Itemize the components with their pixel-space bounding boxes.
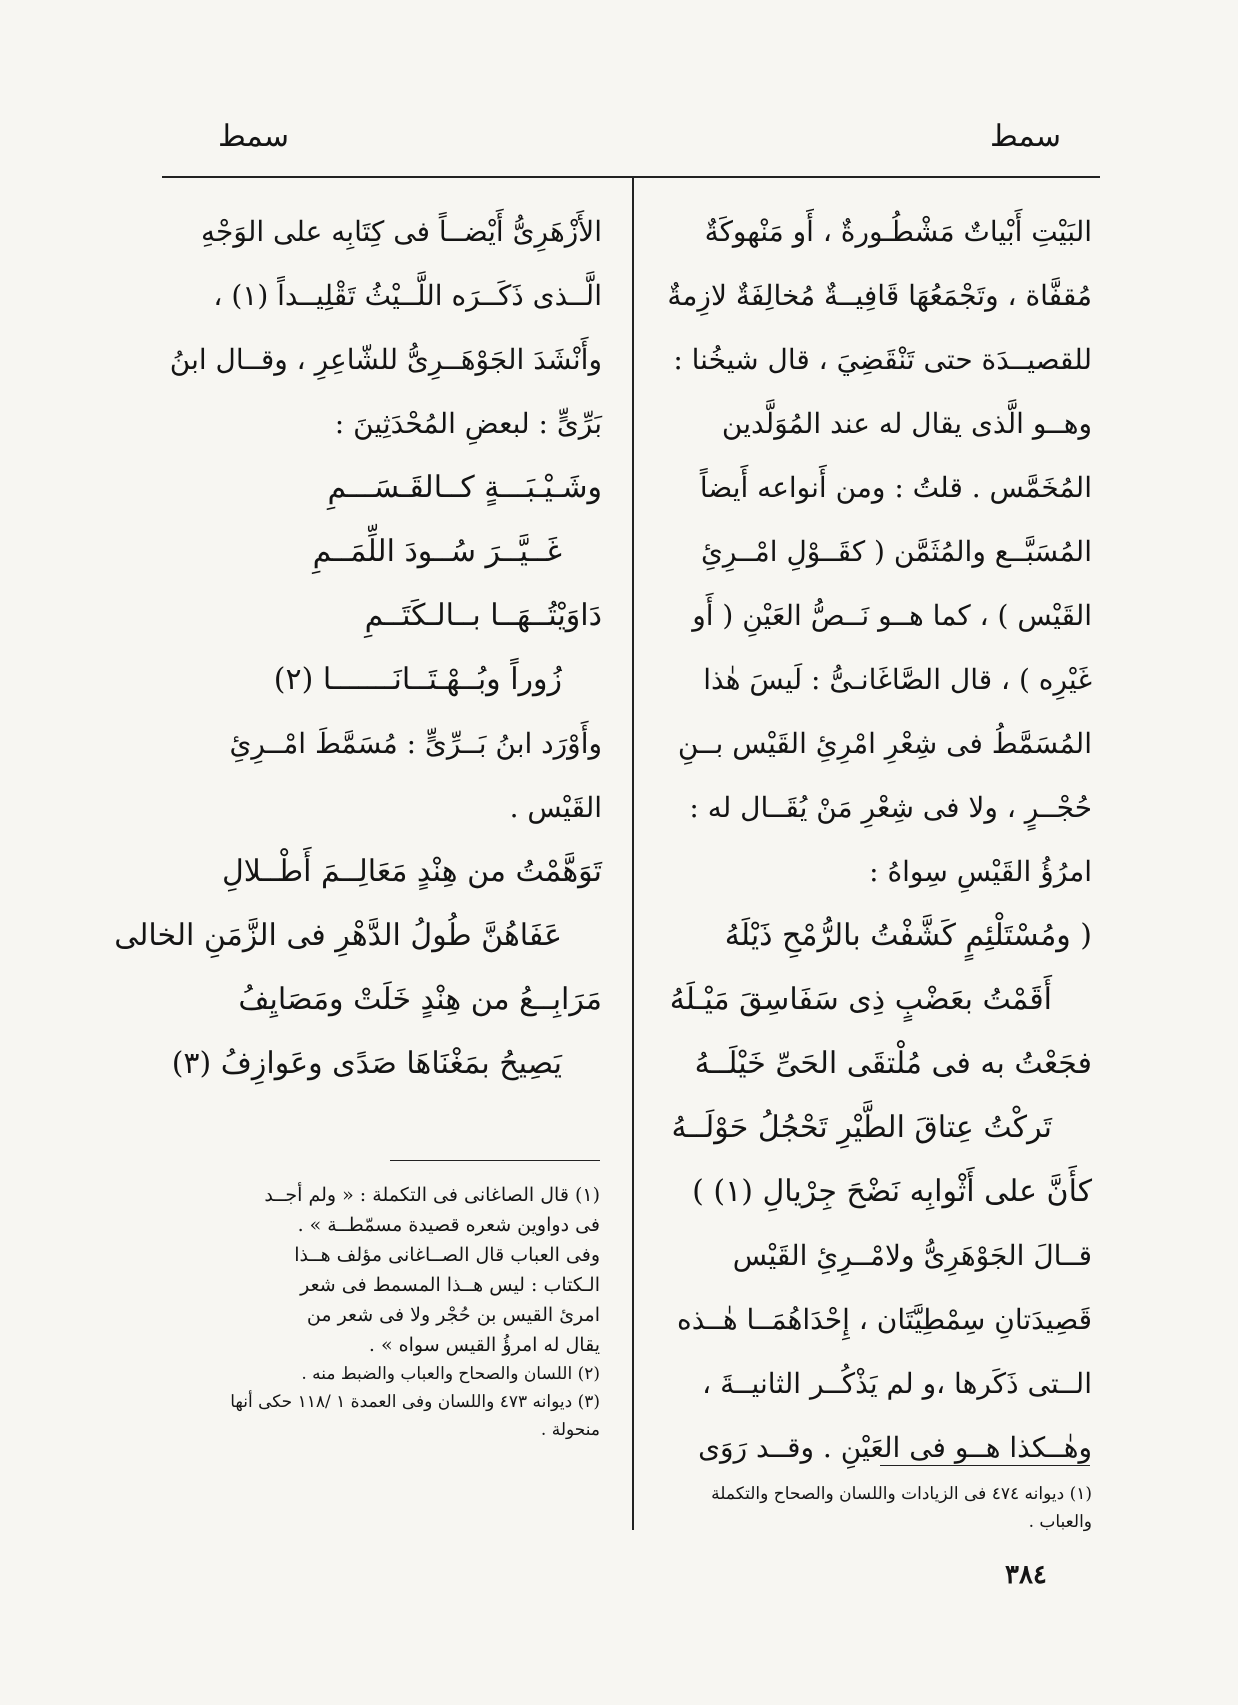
verse-line: وشَـيْـبَـــةٍ كــالقَـسَـــمِ bbox=[327, 470, 602, 505]
verse-line: دَاوَيْتُــهَــا بــالـكَتَــمِ bbox=[364, 598, 602, 633]
text-line: قَصِيدَتانِ سِمْطِيَّتَان ، إِحْدَاهُمَــا هٰــذه bbox=[677, 1303, 1092, 1336]
verse-line: يَصِيحُ بمَغْنَاهَا صَدًى وعَوازِفُ (٣) bbox=[171, 1046, 562, 1081]
text-line: المُخَمَّس . قلتُ : ومن أَنواعه أَيضاً bbox=[699, 471, 1092, 504]
text-line: وهــو الَّذى يقال له عند المُوَلَّدين bbox=[721, 407, 1092, 440]
verse-line: تَوَهَّمْتُ من هِنْدٍ مَعَالِــمَ أَطْــلالِ bbox=[222, 854, 602, 889]
footnote-line: (٢) اللسان والصحاح والعباب والضبط منه . bbox=[301, 1364, 600, 1384]
page-number: ٣٨٤ bbox=[1005, 1560, 1047, 1590]
verse-line: فجَعْتُ به فى مُلْتقَى الحَىِّ خَيْلَــهُ bbox=[694, 1046, 1092, 1081]
header-rule bbox=[162, 176, 1100, 178]
text-line: قــالَ الجَوْهَرِىُّ ولامْــرِئِ القَيْس bbox=[732, 1239, 1092, 1272]
column-divider bbox=[632, 178, 634, 1530]
footnotes-right bbox=[662, 1480, 1092, 1536]
verse-line: تَركْتُ عِتاقَ الطَّيْرِ تَحْجُلُ حَوْلَــهُ bbox=[671, 1110, 1052, 1145]
text-line: وأَنْشَدَ الجَوْهَــرِىُّ للشّاعِرِ ، وقــال ابنُ bbox=[169, 343, 602, 376]
footnote-line: (١) ديوانه ٤٧٤ فى الزيادات واللسان والصحاح والتكملة bbox=[711, 1484, 1092, 1504]
verse-line: زُوراً وبُــهْـتَــانَـــــــا (٢) bbox=[273, 662, 562, 697]
footnote-rule-right bbox=[880, 1465, 1090, 1466]
text-line: وأَوْرَد ابنُ بَــرِّىٍّ : مُسَمَّطَ امْــرِئِ bbox=[229, 727, 602, 760]
text-line: وهٰــكذا هــو فى العَيْنِ . وقــد رَوَى bbox=[698, 1431, 1092, 1464]
footnote-rule-left bbox=[390, 1160, 600, 1161]
verse-line: كأَنَّ على أَثْوابِه نَضْحَ جِرْيالِ (١) ) bbox=[692, 1174, 1092, 1209]
footnote-line: منحولة . bbox=[540, 1420, 600, 1440]
footnote-line: امرئ القيس بن حُجْر ولا فى شعر من bbox=[306, 1304, 600, 1326]
text-line: الــتى ذَكَرها ،و لم يَذْكُــر الثانيــةَ ، bbox=[702, 1367, 1092, 1400]
footnote-line: يقال له امرؤُ القيس سواه » . bbox=[368, 1334, 600, 1356]
footnote-line: والعباب . bbox=[1028, 1512, 1092, 1532]
footnote-line: الـكتاب : ليس هــذا المسمط فى شعر bbox=[300, 1274, 600, 1296]
verse-line: ( ومُسْتَلْئِمٍ كَشَّفْتُ بالرُّمْحِ ذَيْلَهُ bbox=[724, 918, 1092, 953]
text-line: البَيْتِ أَبْياتٌ مَشْطُـورةٌ ، أَو مَنْهوكَةٌ bbox=[704, 215, 1092, 248]
text-line: القَيْس ) ، كما هــو نَــصُّ العَيْنِ ( أَو bbox=[692, 599, 1092, 632]
footnote-line: (٣) ديوانه ٤٧٣ واللسان وفى العمدة ١ /١١٨ حكى أنها bbox=[230, 1392, 600, 1412]
text-line: المُسَمَّطُ فى شِعْرِ امْرِئِ القَيْس بــنِ bbox=[677, 727, 1092, 760]
running-header-right: سمط bbox=[990, 119, 1061, 154]
verse-line: غَــيَّــرَ سُــودَ اللِّمَــمِ bbox=[312, 534, 562, 569]
text-line: الَّــذى ذَكَــرَه اللَّــيْثُ تَقْلِيــداً (١) ، bbox=[213, 279, 602, 312]
text-line: امرُؤُ القَيْسِ سِواهُ : bbox=[869, 855, 1092, 888]
text-line: مُقفَّاة ، وتَجْمَعُهَا قَافِيــةٌ مُخالِفَةٌ لازِمةٌ bbox=[667, 279, 1092, 312]
text-line: بَرِّىٍّ : لبعضِ المُحْدَثِينَ : bbox=[334, 407, 602, 440]
left-column bbox=[114, 200, 602, 1096]
verse-line: مَرَابِــعُ من هِنْدٍ خَلَتْ ومَصَايِفُ bbox=[238, 982, 602, 1017]
running-header-left: سمط bbox=[218, 119, 289, 154]
footnote-line: (١) قال الصاغانى فى التكملة : « ولم أجــد bbox=[264, 1184, 600, 1206]
footnote-line: فى دواوين شعره قصيدة مسمّطــة » . bbox=[297, 1214, 600, 1236]
text-line: حُجْــرٍ ، ولا فى شِعْرِ مَنْ يُقَــال له : bbox=[689, 791, 1092, 824]
verse-line: أَقَمْتُ بعَضْبٍ ذِى سَفَاسِقَ مَيْـلَهُ bbox=[669, 982, 1052, 1017]
footnote-line: وفى العباب قال الصــاغانى مؤلف هــذا bbox=[294, 1244, 600, 1266]
text-line: غَيْرِه ) ، قال الصَّاغَانـىُّ : لَيسَ هٰذا bbox=[703, 663, 1092, 696]
text-line: للقصيــدَة حتى تَنْقَضِيَ ، قال شيخُنا : bbox=[673, 343, 1092, 376]
verse-line: عَفَاهُنَّ طُولُ الدَّهْرِ فى الزَّمَنِ الخالى bbox=[114, 918, 562, 953]
text-line: المُسَبَّــع والمُثَمَّن ( كقَــوْلِ امْــرِئِ bbox=[701, 535, 1092, 568]
right-column bbox=[662, 200, 1092, 1480]
text-line: القَيْس . bbox=[509, 791, 602, 824]
text-line: الأَزْهَرِىُّ أَيْضــاً فى كِتَابِه على الوَجْهِ bbox=[201, 215, 602, 248]
footnotes-left bbox=[172, 1180, 600, 1444]
